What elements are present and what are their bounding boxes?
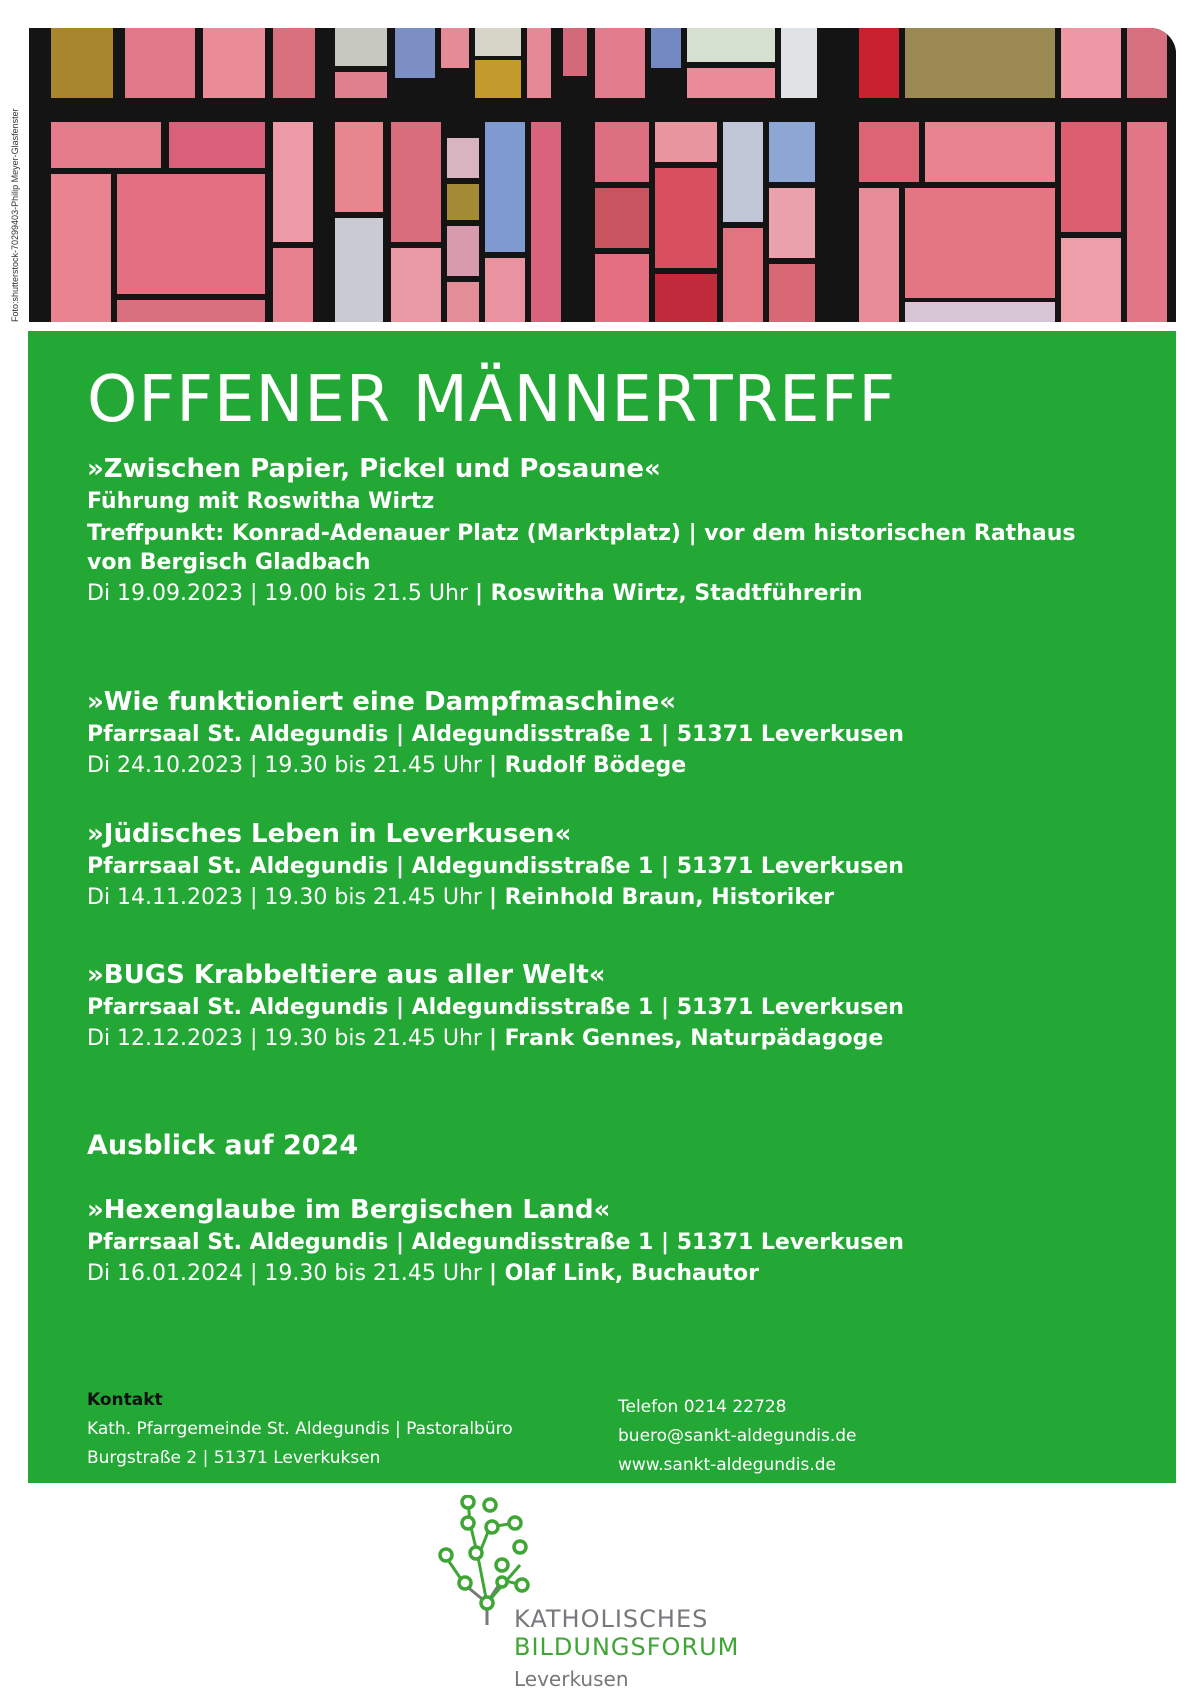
event-4 — [87, 957, 1127, 1056]
contact-block — [87, 1386, 513, 1473]
event-location: Pfarrsaal St. Aldegundis | Aldegundisstraße 1 | 51371 Leverkusen — [87, 854, 904, 879]
photo-credit — [8, 40, 22, 320]
event-speaker: | Reinhold Braun, Historiker — [488, 885, 835, 910]
event-title: »Wie funktioniert eine Dampfmaschine« — [87, 687, 677, 717]
contact-details — [618, 1393, 857, 1480]
event-3 — [87, 816, 1127, 915]
event-date-line — [87, 749, 1127, 783]
contact-website[interactable]: www.sankt-aldegundis.de — [618, 1455, 837, 1475]
event-location: Treffpunkt: Konrad-Adenauer Platz (Marktplatz) | vor dem historischen Rathaus von Bergisch Gladbach — [87, 521, 1076, 575]
event-datetime: Di 19.09.2023 | 19.00 bis 21.5 Uhr — [87, 581, 468, 606]
outlook-heading: Ausblick auf 2024 — [87, 1130, 359, 1161]
logo-line-3: Leverkusen — [514, 1667, 629, 1691]
event-2 — [87, 684, 1127, 783]
contact-email[interactable]: buero@sankt-aldegundis.de — [618, 1426, 857, 1446]
outlook-event — [87, 1192, 1127, 1291]
contact-address: Burgstraße 2 | 51371 Leverkuksen — [87, 1448, 381, 1468]
event-title: »Jüdisches Leben in Leverkusen« — [87, 819, 572, 849]
contact-phone: Telefon 0214 22728 — [618, 1397, 787, 1417]
event-location: Pfarrsaal St. Aldegundis | Aldegundisstraße 1 | 51371 Leverkusen — [87, 722, 904, 747]
event-title: »Zwischen Papier, Pickel und Posaune« — [87, 454, 661, 484]
event-title: »Hexenglaube im Bergischen Land« — [87, 1195, 611, 1225]
event-date-line — [87, 1257, 1127, 1291]
event-speaker: | Rudolf Bödege — [488, 753, 687, 778]
bildungsforum-logo — [430, 1495, 770, 1695]
event-title: »BUGS Krabbeltiere aus aller Welt« — [87, 960, 606, 990]
event-speaker: | Olaf Link, Buchautor — [488, 1261, 759, 1286]
event-date-line — [87, 881, 1127, 915]
logo-line-2: BILDUNGSFORUM — [514, 1633, 740, 1661]
event-speaker: | Frank Gennes, Naturpädagoge — [488, 1026, 884, 1051]
event-date-line — [87, 1022, 1127, 1056]
event-detail: Führung mit Roswitha Wirtz — [87, 489, 435, 514]
event-datetime: Di 24.10.2023 | 19.30 bis 21.45 Uhr — [87, 753, 482, 778]
event-datetime: Di 14.11.2023 | 19.30 bis 21.45 Uhr — [87, 885, 482, 910]
stained-glass-image — [29, 28, 1176, 322]
event-datetime: Di 16.01.2024 | 19.30 bis 21.45 Uhr — [87, 1261, 482, 1286]
page-title: OFFENER MÄNNERTREFF — [87, 363, 897, 437]
event-location: Pfarrsaal St. Aldegundis | Aldegundisstraße 1 | 51371 Leverkusen — [87, 1230, 904, 1255]
contact-org: Kath. Pfarrgemeinde St. Aldegundis | Pastoralbüro — [87, 1419, 513, 1439]
event-date-line — [87, 577, 1127, 611]
event-speaker: | Roswitha Wirtz, Stadtführerin — [474, 581, 863, 606]
event-1 — [87, 451, 1127, 611]
photo-credit-text: Foto:shutterstock-70299403-Philip Meyer-Glasfenster — [10, 108, 20, 322]
green-content-panel — [28, 331, 1176, 1483]
logo-line-1: KATHOLISCHES — [514, 1605, 709, 1633]
stained-glass-graphic — [29, 28, 1176, 322]
event-location: Pfarrsaal St. Aldegundis | Aldegundisstraße 1 | 51371 Leverkusen — [87, 995, 904, 1020]
contact-heading: Kontakt — [87, 1390, 163, 1410]
event-datetime: Di 12.12.2023 | 19.30 bis 21.45 Uhr — [87, 1026, 482, 1051]
